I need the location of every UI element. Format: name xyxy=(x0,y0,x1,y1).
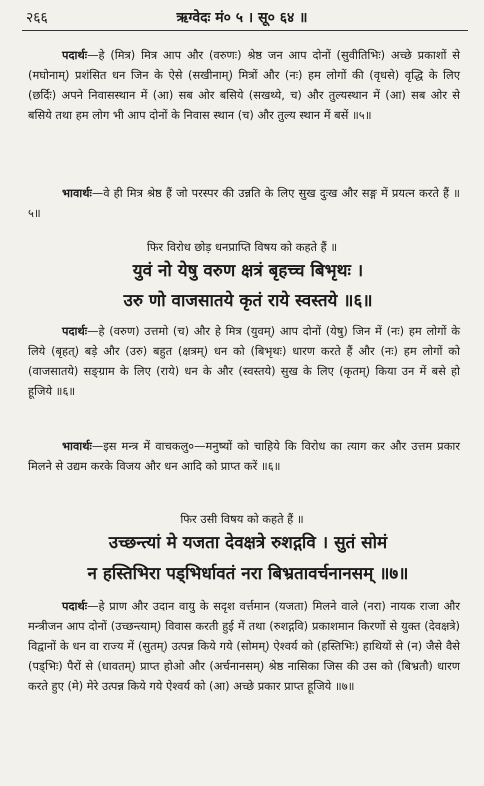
bhavartha-paragraph-6 xyxy=(28,437,460,477)
bhavartha-paragraph-5 xyxy=(28,184,460,224)
padartha-label: पदार्थः xyxy=(62,48,88,62)
page-number: २६६ xyxy=(26,10,48,26)
padartha-text-5: —हे (मित्र) मित्र आप और (वरुणः) श्रेष्ठ जन आप दोनों (सुवीतिभिः) अच्छे प्रकाशों से (मघोनाम्) प्रशंसित धन जिन के ऐसे (सखीनाम्) मित्रों और (नः) हम लोगों की (वृधसे) वृद्धि के लिए (छर्दिः) अपने निवासस्थान में (आ) सब ओर बसिये (सखथ्ये, च) और तुल्यस्थान में (आ) सब ओर से बसिये तथा हम लोग भी आप दोनों के निवास स्थान (च) और तुल्य स्थान में बसें ॥५॥ xyxy=(28,48,460,122)
page-title: ऋग्वेदः मं० ५ । सू० ६४ ॥ xyxy=(176,10,308,26)
padartha-label: पदार्थः xyxy=(62,599,88,613)
bhavartha-text-5: —वे ही मित्र श्रेष्ठ हैं जो परस्पर की उन्नति के लिए सुख दुःख और सङ्ग में प्रयत्न करते हैं ॥५॥ xyxy=(28,186,460,220)
bhavartha-text-6: —इस मन्त्र में वाचकलु०—मनुष्यों को चाहिये कि विरोध का त्याग कर और उत्तम प्रकार मिलने से उद्यम करके विजय और धन आदि को प्राप्त करें ॥६॥ xyxy=(28,439,460,473)
padartha-text-6: —हे (वरुण) उत्तमो (च) और हे मित्र (युवम्) आप दोनों (येषु) जिन में (नः) हम लोगों के लिये (बृहत्) बड़े और (उरु) बहुत (क्षत्रम्) धन को (बिभृथः) धारण करते हैं और (नः) हम लोगों को (वाजसातये) सङ्ग्राम के लिए (राये) धन के और (स्वस्तये) सुख के लिए (कृतम्) किया उन में बसे हो हूजिये ॥६॥ xyxy=(28,324,460,398)
mantra-6-line-2: उरु णो वाजसातये कृतं राये स्वस्तये ॥६॥ xyxy=(123,291,373,311)
padartha-label: पदार्थः xyxy=(62,324,88,338)
mantra-6-line-1: युवं नो येषु वरुण क्षत्रं बृहच्च बिभृथः । xyxy=(132,261,364,281)
intro-line-7: फिर उसी विषय को कहते हैं ॥ xyxy=(180,512,304,526)
padartha-paragraph-5 xyxy=(28,46,460,126)
mantra-7-line-2: न हस्तिभिरा पड्भिर्धावतं नरा बिभ्रतावर्चनानसम् ॥७॥ xyxy=(87,564,409,584)
padartha-paragraph-7 xyxy=(28,597,460,697)
padartha-text-7: —हे प्राण और उदान वायु के सदृश वर्त्तमान (यजता) मिलने वाले (नरा) नायक राजा और मन्त्रीजन आप दोनों (उच्छन्त्याम्) विवास करती हुई में तथा (रुशद्गवि) प्रकाशमान किरणों से युक्त (देवक्षत्रे) विद्वानों के धन वा राज्य में (सुतम्) उत्पन्न किये गये (सोमम्) ऐश्वर्य को (हस्तिभिः) हाथियों से (न) जैसे वैसे (पड्भिः) पैरों से (धावतम्) प्राप्त होओ और (अर्चनानसम्) श्रेष्ठ नासिका जिस की उस को (बिभ्रतौ) धारण करते हुए (मे) मेरे उत्पन्न किये गये ऐश्वर्य को (आ) अच्छे प्रकार प्राप्त हूजिये ॥७॥ xyxy=(28,599,460,693)
header-rule xyxy=(22,30,468,31)
padartha-paragraph-6 xyxy=(28,322,460,402)
mantra-7-line-1: उच्छन्त्यां मे यजता देवक्षत्रे रुशद्गवि । सुतं सोमं xyxy=(108,533,388,553)
running-header xyxy=(0,6,484,32)
bhavartha-label: भावार्थः xyxy=(62,186,92,200)
intro-line-6: फिर विरोध छोड़ धनप्राप्ति विषय को कहते हैं ॥ xyxy=(146,240,338,254)
bhavartha-label: भावार्थः xyxy=(62,439,92,453)
